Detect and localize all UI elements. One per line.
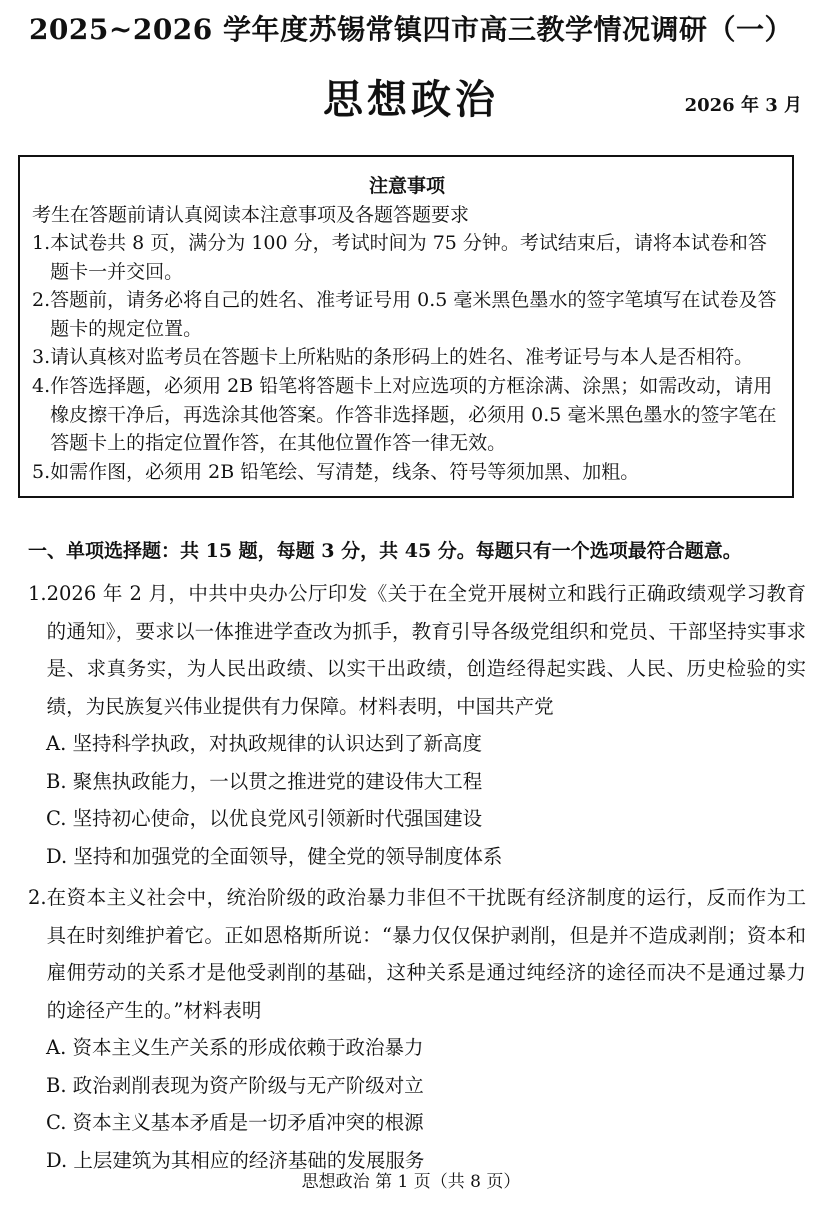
notice-item-number: 4. bbox=[32, 374, 51, 397]
exam-title: 2025~2026 学年度苏锡常镇四市高三教学情况调研（一） bbox=[28, 13, 794, 46]
option-a: A. 坚持科学执政，对执政规律的认识达到了新高度 bbox=[46, 732, 482, 755]
page-footer: 思想政治 第 1 页（共 8 页） bbox=[301, 1172, 521, 1192]
notice-heading: 注意事项 bbox=[368, 175, 445, 197]
notice-item-number: 2. bbox=[32, 289, 51, 312]
question-2 bbox=[28, 879, 806, 1179]
option-c: C. 坚持初心使命，以优良党风引领新时代强国建设 bbox=[46, 807, 483, 830]
question-number: 2. bbox=[28, 886, 47, 909]
notice-item bbox=[32, 286, 782, 343]
notice-item-number: 3. bbox=[32, 346, 51, 369]
option-a: A. 资本主义生产关系的形成依赖于政治暴力 bbox=[46, 1036, 424, 1059]
section-header: 一、单项选择题：共 15 题，每题 3 分，共 45 分。每题只有一个选项最符合题意。 bbox=[28, 540, 742, 562]
notice-item bbox=[32, 372, 782, 458]
option-c: C. 资本主义基本矛盾是一切矛盾冲突的根源 bbox=[46, 1111, 424, 1134]
notice-item bbox=[32, 458, 782, 487]
notice-item-text: 答题前，请务必将自己的姓名、准考证号用 0.5 毫米黑色墨水的签字笔填写在试卷及答题卡的规定位置。 bbox=[50, 289, 777, 340]
notice-item-text: 请认真核对监考员在答题卡上所粘贴的条形码上的姓名、准考证号与本人是否相符。 bbox=[50, 346, 754, 369]
notice-item-number: 1. bbox=[32, 232, 51, 254]
question-text: 在资本主义社会中，统治阶级的政治暴力非但不干扰既有经济制度的运行，反而作为工具在时刻维护着它。正如恩格斯所说：“暴力仅仅保护剥削，但是并不造成剥削；资本和雇佣劳动的关系才是他受剥削的基础，这种关系是通过纯经济的途径而决不是通过暴力的途径产生的。”材料表明 bbox=[46, 886, 806, 1022]
option-d: D. 上层建筑为其相应的经济基础的发展服务 bbox=[46, 1148, 425, 1172]
subject-title: 思想政治 bbox=[323, 77, 499, 123]
notice-item-text: 作答选择题，必须用 2B 铅笔将答题卡上对应选项的方框涂满、涂黑；如需改动，请用橡皮擦干净后，再选涂其他答案。作答非选择题，必须用 0.5 毫米黑色墨水的签字笔在答题卡上的指定位置作答，在其他位置作答一律无效。 bbox=[50, 374, 777, 455]
notice-item-number: 5. bbox=[32, 460, 51, 483]
exam-date: 2026 年 3 月 bbox=[684, 95, 802, 116]
notice-box bbox=[18, 155, 794, 498]
option-b: B. 聚焦执政能力，一以贯之推进党的建设伟大工程 bbox=[46, 769, 483, 793]
notice-item-text: 如需作图，必须用 2B 铅笔绘、写清楚，线条、符号等须加黑、加粗。 bbox=[50, 460, 640, 483]
question-stem bbox=[28, 879, 806, 1029]
question-1 bbox=[28, 575, 806, 875]
question-stem bbox=[28, 575, 806, 725]
exam-content bbox=[28, 535, 806, 1183]
notice-item-text: 本试卷共 8 页，满分为 100 分，考试时间为 75 分钟。考试结束后，请将本试卷和答题卡一并交回。 bbox=[50, 232, 767, 283]
notice-item bbox=[32, 343, 782, 372]
notice-intro: 考生在答题前请认真阅读本注意事项及各题答题要求 bbox=[32, 204, 470, 226]
option-d: D. 坚持和加强党的全面领导，健全党的领导制度体系 bbox=[46, 844, 503, 868]
question-number: 1. bbox=[28, 582, 47, 605]
question-text: 2026 年 2 月，中共中央办公厅印发《关于在全党开展树立和践行正确政绩观学习教育的通知》，要求以一体推进学查改为抓手，教育引导各级党组织和党员、干部坚持实事求是、求真务实，为人民出政绩、以实干出政绩，创造经得起实践、人民、历史检验的实绩，为民族复兴伟业提供有力保障。材料表明，中国共产党 bbox=[46, 582, 806, 718]
option-b: B. 政治剥削表现为资产阶级与无产阶级对立 bbox=[46, 1073, 424, 1097]
notice-item bbox=[32, 229, 782, 286]
